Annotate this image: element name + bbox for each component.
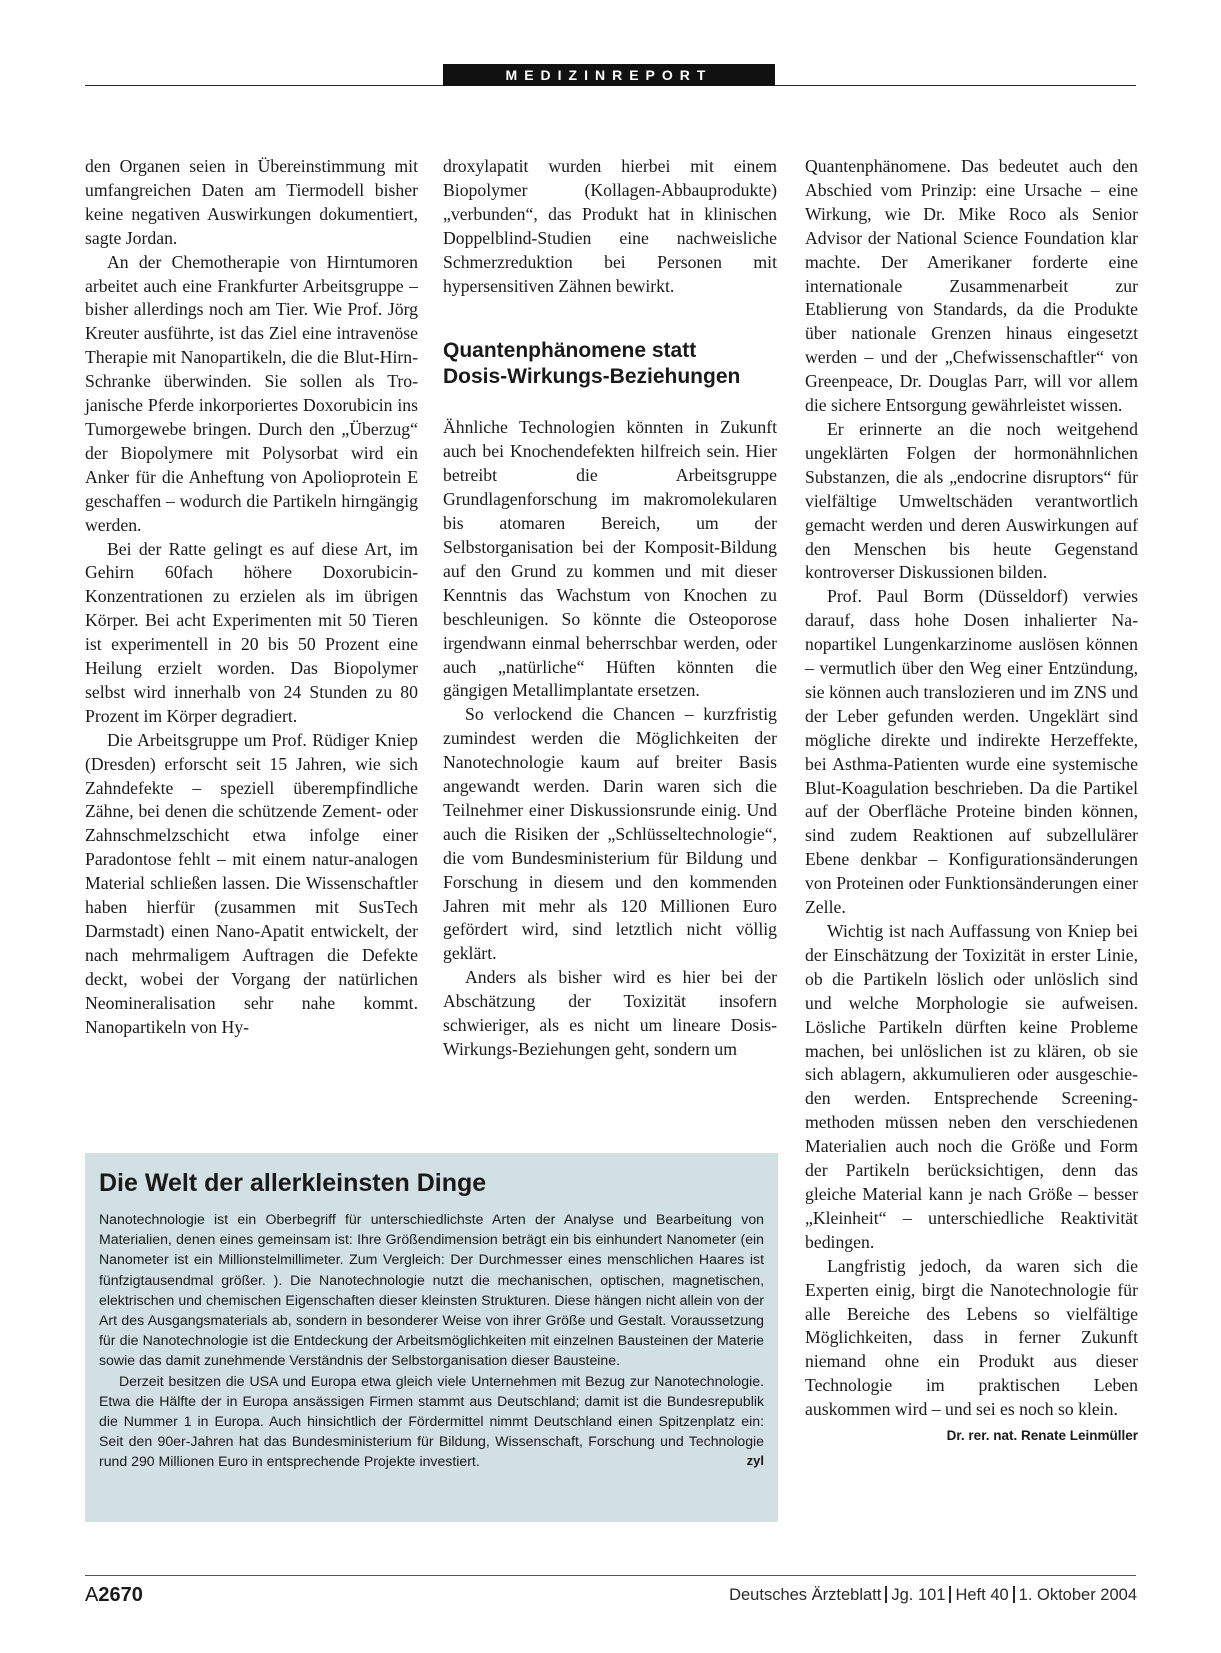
page-number-value: 2670 — [98, 1584, 143, 1606]
paragraph: Die Arbeitsgruppe um Prof. Rüdiger Kniep (Dresden) erforscht seit 15 Jahren, wie sich Zahndefekte – speziell überempfindliche Zähne, bei denen die schützende Zement- oder Zahnschmelzschicht etwa infolge einer Paradontose fehlt – mit einem natur-analogen Material schließen lassen. Die Wissenschaftler haben hierfür (zusammen mit SusTech Darmstadt) einen Nano-Apatit entwickelt, der nach mehrmaligem Auftragen die Defekte deckt, wobei der Vorgang der natürlichen Neomineralisation sehr nahe kommt. Nanopartikeln von Hy- — [85, 729, 418, 1037]
subheading-line: Dosis-Wirkungs-Beziehungen — [443, 365, 741, 389]
info-box-signature: zyl — [746, 1453, 764, 1469]
paragraph-text: Langfristig jedoch, da waren sich die Experten einig, birgt die Nanotechnologie für alle Bereiche des Lebens so vielfältige Möglichkeiten, dass in ferner Zukunft niemand ohne ein Produkt aus dieser Technologie im praktischen Leben auskommen wird – und sei es noch so klein. — [805, 1255, 1138, 1420]
paragraph: droxylapatit wurden hierbei mit einem Biopolymer (Kollagen-Abbauprodukte) „verbunden“, das Produkt hat in klinischen Doppelblind-Studien eine nachweisliche Schmerzreduktion bei Personen mit hypersensitiven Zähnen bewirkt. — [443, 156, 777, 296]
paragraph: Er erinnerte an die noch weitgehend ungeklärten Folgen der hormonähnlichen Substanzen, die als „endocrine disruptors“ für vielfältige Umweltschäden verantwortlich gemacht werden und deren Auswirkungen auf den Menschen bis heute Gegenstand kontroverser Diskussionen bilden. — [805, 418, 1138, 583]
subheading — [443, 338, 777, 390]
article-column-2 — [443, 155, 777, 1062]
journal-volume: Jg. 101 — [891, 1586, 946, 1604]
paragraph: den Organen seien in Übereinstimmung mit umfangreichen Daten am Tiermodell bisher keine negativen Auswirkungen dokumentiert, sagte Jordan. — [85, 156, 418, 248]
info-box-paragraph-last — [99, 1371, 764, 1472]
section-label: MEDIZINREPORT — [443, 64, 775, 86]
subheading-line: Quantenphänomene statt — [443, 339, 697, 363]
journal-issue: Heft 40 — [955, 1586, 1009, 1604]
info-box-title: Die Welt der allerkleinsten Dinge — [99, 1169, 487, 1197]
separator — [949, 1586, 951, 1603]
info-box — [85, 1153, 778, 1522]
paragraph: Bei der Ratte gelingt es auf diese Art, im Gehirn 60fach höhere Doxorubicin-Konzentrationen zu erzielen als im übrigen Körper. Bei acht Experimenten mit 50 Tieren ist experimentell in 20 bis 50 Prozent eine Heilung erzielt worden. Das Biopolymer selbst wird innerhalb von 24 Stunden zu 80 Prozent im Körper degradiert. — [85, 538, 418, 726]
journal-name: Deutsches Ärzteblatt — [729, 1586, 882, 1604]
info-box-body — [99, 1209, 764, 1472]
page-prefix: A — [85, 1584, 99, 1606]
paragraph: Prof. Paul Borm (Düsseldorf) verwies darauf, dass hohe Dosen inhalierter Nanopartikel Lungenkarzinome auslösen können – vermutlich über den Weg einer Entzündung, sie können auch translozieren und im ZNS und der Leber gefunden werden. Ungeklärt sind mögliche direkte und indirekte Herzeffekte, bei Asthma-Patienten wurde eine systemische Blut-Koagulation beschrieben. Da die Partikel auf der Oberfläche Proteine binden können, sind zudem Reaktionen auf subzellulärer Ebene denkbar – Konfigurationsänderungen von Proteinen oder Funktionsänderungen einer Zelle. — [805, 586, 1138, 918]
info-box-paragraph-text: Derzeit besitzen die USA und Europa etwa gleich viele Unternehmen mit Bezug zur Nanotechnologie. Etwa die Hälfte der in Europa ansässigen Firmen stammt aus Deutschland; damit ist die Bundesrepublik die Nummer 1 in Europa. Auch hinsichtlich der Fördermittel nimmt Deutschland einen Spitzenplatz ein: Seit den 90er-Jahren hat das Bundesministerium für Bildung, Wissenschaft, Forschung und Technologie rund 290 Millionen Euro in entsprechende Projekte investiert. — [99, 1372, 764, 1470]
article-column-3 — [805, 155, 1138, 1448]
paragraph: Quantenphänomene. Das bedeutet auch den Abschied vom Prinzip: eine Ursache – eine Wirkung, wie Dr. Mike Roco als Senior Advisor der National Science Foundation klar machte. Der Amerikaner forderte eine internationale Zusammenarbeit zur Etablierung von Standards, da die Produkte über nationale Grenzen hinaus eingesetzt werden – und der „Chefwissenschaftler“ von Greenpeace, Dr. Douglas Parr, will vor allem die sichere Entsorgung gewährleistet wissen. — [805, 156, 1138, 416]
paragraph: So verlockend die Chancen – kurzfristig zumindest werden die Möglichkeiten der Nanotechnologie kaum auf breiter Basis angewandt werden. Darin waren sich die Teilnehmer einer Diskussionsrunde einig. Und auch die Risiken der „Schlüsseltechnologie“, die vom Bundesministerium für Bildung und Forschung in diesem und den kommenden Jahren mit mehr als 120 Millionen Euro gefördert wird, sind letztlich nicht völlig geklärt. — [443, 704, 777, 964]
paragraph-last — [805, 1255, 1138, 1444]
author-byline: Dr. rer. nat. Renate Leinmüller — [946, 1428, 1138, 1444]
info-box-paragraph: Nanotechnologie ist ein Oberbegriff für unterschiedlichste Arten der Analyse und Bearbeitung von Materialien, denen eines gemeinsam ist: Ihre Größendimension beträgt ein bis einhundert Nanometer (ein Nanometer ist ein Millionstelmillimeter. Zum Vergleich: Der Durchmesser eines menschlichen Haares ist fünfzigtausendmal größer. ). Die Nanotechnologie nutzt die mechanischen, optischen, magnetischen, elektrischen und chemischen Eigenschaften dieser kleinsten Strukturen. Diese hängen nicht allein von der Art des Ausgangsmaterials ab, sondern in besonderer Weise von ihrer Größe und Gestalt. Voraussetzung für die Nanotechnologie ist die Entdeckung der Arbeitsmöglichkeiten mit einzelnen Bausteinen der Materie sowie das damit zunehmende Verständnis der Selbstorganisation dieser Bausteine. — [99, 1211, 764, 1369]
journal-date: 1. Oktober 2004 — [1018, 1586, 1137, 1604]
paragraph: An der Chemotherapie von Hirntumoren arbeitet auch eine Frankfurter Arbeitsgruppe – bisher allerdings noch am Tier. Wie Prof. Jörg Kreuter ausführte, ist das Ziel eine intravenöse Therapie mit Nanopartikeln, die die Blut-Hirn-Schranke überwinden. Sie sollen als Trojanische Pferde inkorporiertes Doxorubicin ins Tumorgewebe bringen. Durch den „Überzug“ der Biopolymere mit Polysorbat wird ein Anker für die Anheftung von Apolioprotein E geschaffen – wodurch die Partikeln hirngängig werden. — [85, 251, 418, 535]
separator — [885, 1586, 887, 1603]
paragraph: Wichtig ist nach Auffassung von Kniep bei der Einschätzung der Toxizität in erster Linie, ob die Partikeln löslich oder unlöslich sind und welche Morphologie sie aufweisen. Lösliche Partikeln dürften keine Probleme machen, bei unlöslichen ist zu klären, ob sie sich ablagern, akkumulieren oder ausgeschieden werden. Entsprechende Screeningmethoden müssen neben den verschiedenen Materialien auch noch die Größe und Form der Partikeln berücksichtigen, denn das gleiche Material kann je nach Größe – besser „Kleinheit“ – unterschiedliche Reaktivität bedingen. — [805, 921, 1138, 1252]
paragraph: Ähnliche Technologien könnten in Zukunft auch bei Knochendefekten hilfreich sein. Hier betreibt die Arbeitsgruppe Grundlagenforschung im makromolekularen bis atomaren Bereich, um der Selbstorganisation bei der Komposit-Bildung auf den Grund zu kommen und mit dieser Kenntnis das Wachstum von Knochen zu beschleunigen. So könnte die Osteoporose irgendwann einmal beherrschbar werden, oder auch „natürliche“ Hüften könnten die gängigen Metallimplantate ersetzen. — [443, 417, 777, 701]
page-number — [85, 1584, 143, 1607]
journal-info — [729, 1586, 1137, 1605]
separator — [1013, 1586, 1015, 1603]
paragraph: Anders als bisher wird es hier bei der Abschätzung der Toxizität insofern schwieriger, als es nicht um lineare Dosis-Wirkungs-Beziehungen geht, sondern um — [443, 967, 777, 1059]
article-column-1 — [85, 155, 418, 1040]
footer-rule — [85, 1575, 1136, 1576]
